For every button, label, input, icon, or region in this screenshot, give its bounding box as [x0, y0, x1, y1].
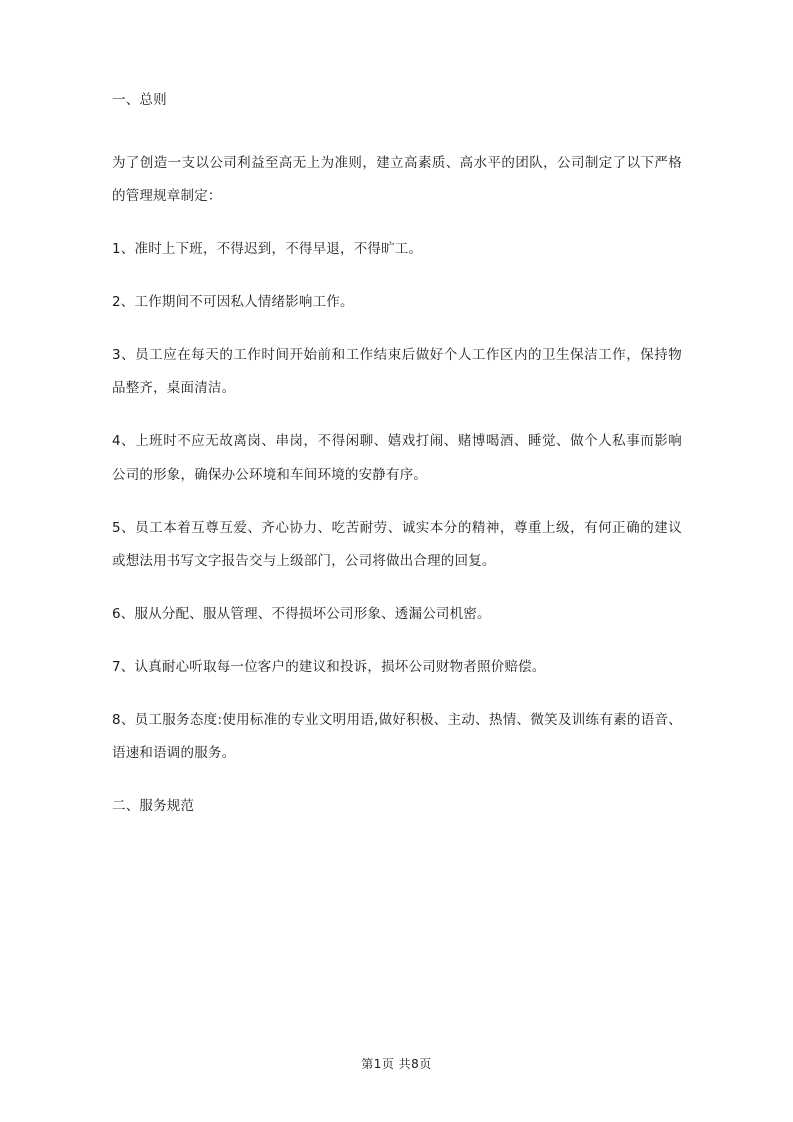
rule-item: 3、员工应在每天的工作时间开始前和工作结束后做好个人工作区内的卫生保洁工作，保持物品整齐，桌面清洁。 — [112, 347, 682, 397]
document-body — [112, 84, 682, 853]
footer-page-indicator: 第1页 共8页 — [361, 1057, 432, 1071]
rule-item: 1、准时上下班，不得迟到，不得早退，不得旷工。 — [112, 241, 423, 258]
section-heading: 二、服务规范 — [112, 797, 195, 814]
section-heading: 一、总则 — [112, 92, 167, 108]
rule-item: 7、认真耐心听取每一位客户的建议和投诉，损坏公司财物者照价赔偿。 — [112, 658, 546, 675]
rule-item: 4、上班时不应无故离岗、串岗，不得闲聊、嬉戏打闹、赌博喝酒、睡觉、做个人私事而影响公司的形象，确保办公环境和车间环境的安静有序。 — [112, 433, 682, 483]
page-footer — [0, 1055, 793, 1072]
rule-item: 2、工作期间不可因私人情绪影响工作。 — [112, 294, 354, 311]
intro-paragraph: 为了创造一支以公司利益至高无上为准则，建立高素质、高水平的团队，公司制定了以下严格的管理规章制定： — [112, 155, 682, 205]
rule-item: 6、服从分配、服从管理、不得损坏公司形象、透漏公司机密。 — [112, 605, 491, 622]
rule-item: 8、员工服务态度:使用标准的专业文明用语,做好积极、主动、热情、微笑及训练有素的语音、语速和语调的服务。 — [112, 711, 682, 761]
rule-item: 5、员工本着互尊互爱、齐心协力、吃苦耐劳、诚实本分的精神，尊重上级，有何正确的建议或想法用书写文字报告交与上级部门，公司将做出合理的回复。 — [112, 519, 682, 569]
